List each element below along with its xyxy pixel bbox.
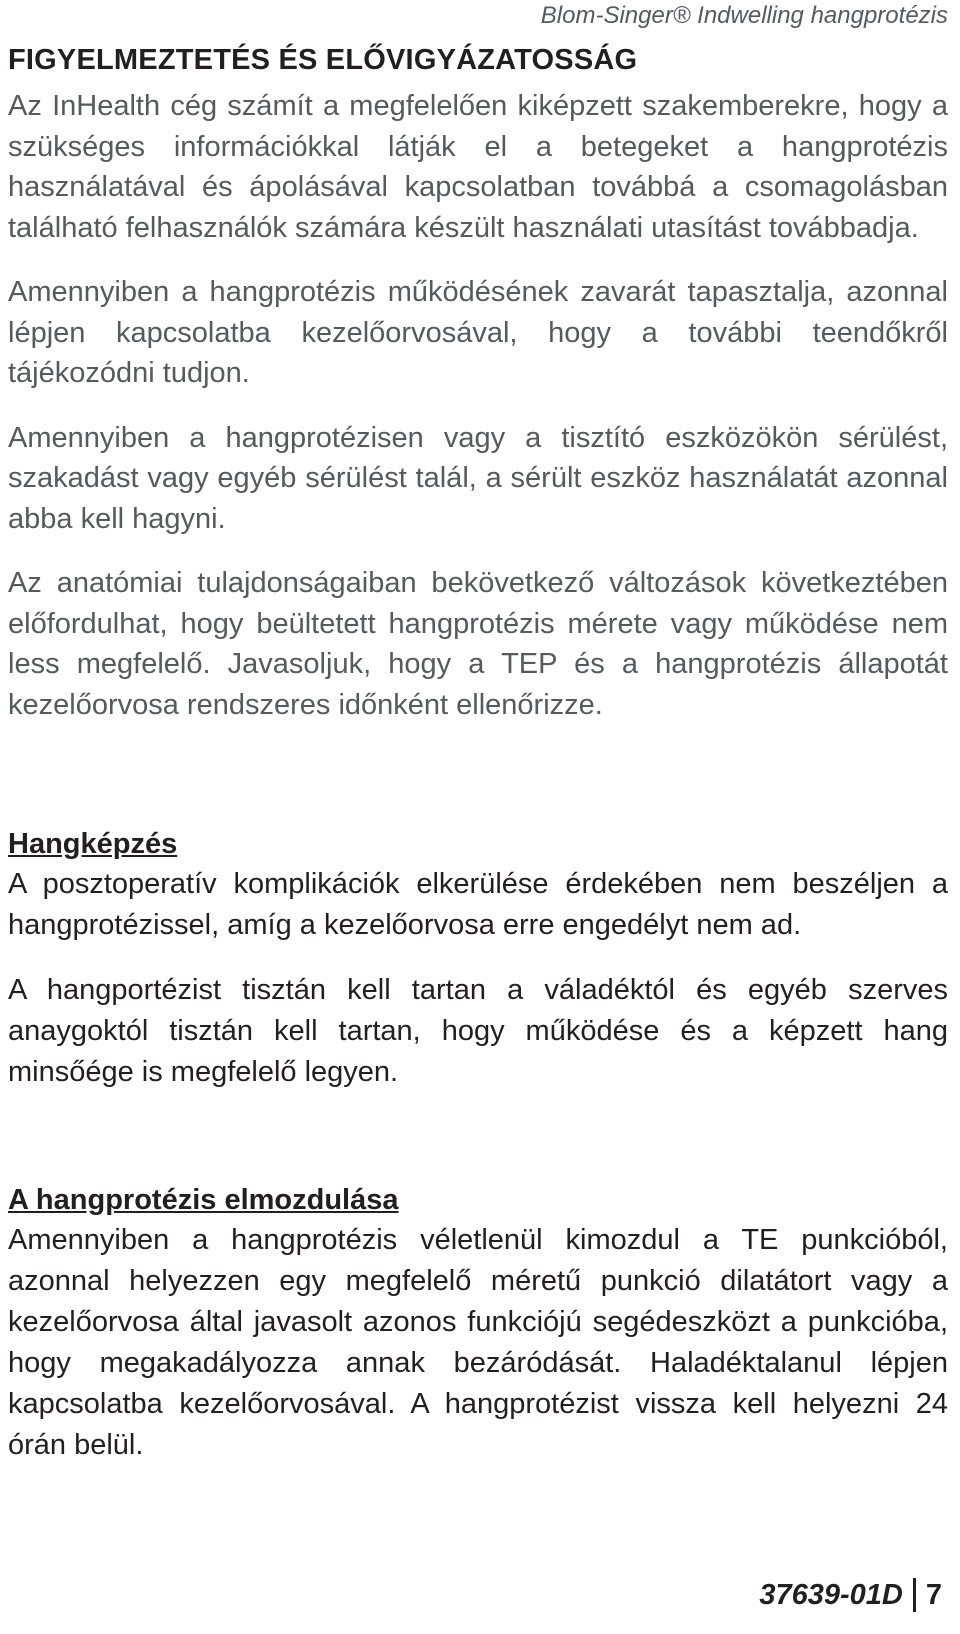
voice-heading: Hangképzés	[8, 828, 178, 860]
warnings-section	[8, 86, 948, 749]
voice-paragraph-1: A posztoperatív komplikációk elkerülése érdekében nem beszéljen a hangprotézissel, amíg a kezelőorvosa erre engedélyt nem ad.	[8, 868, 948, 941]
running-header: Blom-Singer® Indwelling hangprotézis	[540, 2, 948, 29]
dislocation-heading: A hangprotézis elmozdulása	[8, 1184, 399, 1216]
page-footer	[759, 1578, 942, 1612]
warning-paragraph-4: Az anatómiai tulajdonságaiban bekövetkező változások következtében előfordulhat, hogy beültetett hangprotézis mérete vagy működése nem less megfelelő. Javasoljuk, hogy a TEP és a hangprotézis állapotát kezelőorvosa rendszeres időnként ellenőrizze.	[8, 567, 948, 721]
dislocation-paragraph-1: Amennyiben a hangprotézis véletlenül kimozdul a TE punkcióból, azonnal helyezzen egy megfelelő méretű punkció dilatátort vagy a kezelőorvosa által javasolt azonos funkciójú segédeszközt a punkcióba, hogy megakadályozza annak bezáródását. Haladéktalanul lépjen kapcsolatba kezelőorvosával. A hangprotézist vissza kell helyezni 24 órán belül.	[8, 1224, 948, 1461]
warnings-heading: FIGYELMEZTETÉS ÉS ELŐVIGYÁZATOSSÁG	[8, 44, 638, 76]
dislocation-section	[8, 1180, 948, 1490]
voice-section	[8, 824, 948, 1117]
warning-paragraph-2: Amennyiben a hangprotézis működésének zavarát tapasztalja, azonnal lépjen kapcsolatba kezelőorvosával, hogy a további teendőkről tájékozódni tudjon.	[8, 276, 948, 389]
footer-separator	[913, 1578, 916, 1612]
document-code: 37639-01D	[759, 1578, 903, 1611]
page-number: 7	[925, 1578, 942, 1611]
voice-paragraph-2: A hangportézist tisztán kell tartan a váladéktól és egyéb szerves anaygoktól tisztán kell tartan, hogy működése és a képzett hang minsőége is megfelelő legyen.	[8, 974, 948, 1088]
warning-paragraph-3: Amennyiben a hangprotézisen vagy a tisztító eszközökön sérülést, szakadást vagy egyéb sérülést talál, a sérült eszköz használatát azonnal abba kell hagyni.	[8, 421, 948, 535]
warning-paragraph-1: Az InHealth cég számít a megfelelően kiképzett szakemberekre, hogy a szükséges információkkal látják el a betegeket a hangprotézis használatával és ápolásával kapcsolatban továbbá a csomagolásban található felhasználók számára készült használati utasítást továbbadja.	[8, 90, 948, 244]
